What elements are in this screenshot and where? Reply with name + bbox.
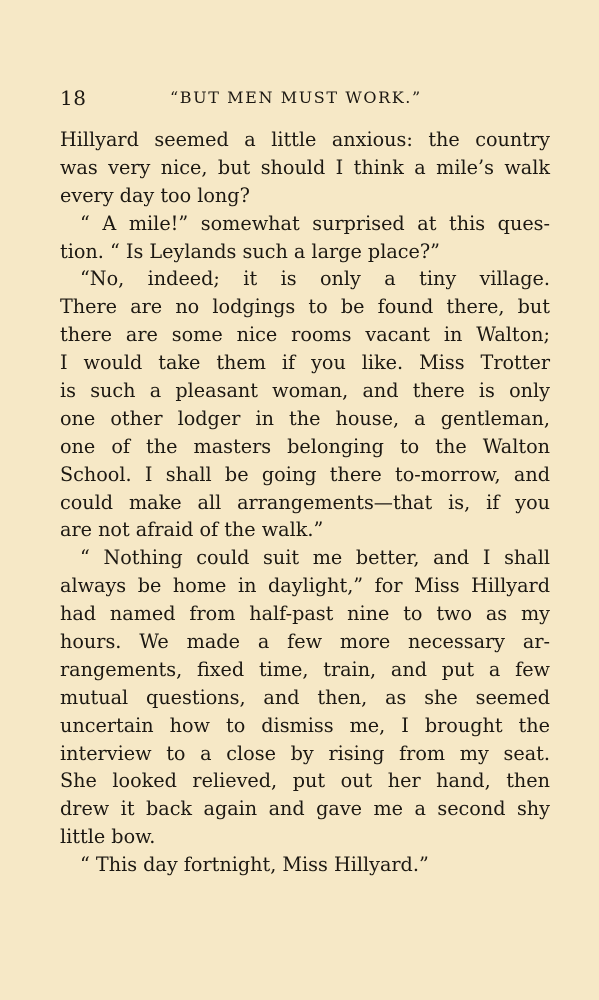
text-line: rangements, fixed time, train, and put a few	[60, 657, 550, 681]
text-line: is such a pleasant woman, and there is only	[60, 379, 550, 403]
text-line: could make all arrangements—that is, if you	[60, 490, 550, 514]
text-line: every day too long?	[60, 183, 250, 207]
text-line: hours. We made a few more necessary ar-	[60, 630, 550, 654]
text-line: are not afraid of the walk.”	[60, 518, 324, 542]
body-text	[60, 126, 550, 879]
text-line: always be home in daylight,” for Miss Hillyard	[60, 574, 550, 598]
page-header	[60, 82, 550, 114]
text-line: little bow.	[60, 825, 156, 849]
text-line: She looked relieved, put out her hand, then	[60, 769, 550, 793]
text-line: “No, indeed; it is only a tiny village.	[80, 267, 550, 291]
text-line: School. I shall be going there to-morrow, and	[60, 462, 550, 486]
text-line: one of the masters belonging to the Walton	[60, 434, 550, 458]
text-line: interview to a close by rising from my seat.	[60, 741, 550, 765]
running-head: “BUT MEN MUST WORK.”	[170, 88, 422, 107]
text-line: Hillyard seemed a little anxious: the country	[60, 128, 550, 151]
text-line: was very nice, but should I think a mile’s walk	[60, 155, 550, 179]
text-line: “ Nothing could suit me better, and I shall	[80, 546, 550, 570]
text-line: There are no lodgings to be found there, but	[60, 295, 550, 319]
text-line: uncertain how to dismiss me, I brought the	[60, 713, 550, 737]
text-line: I would take them if you like. Miss Trotter	[60, 351, 550, 375]
text-line: “ This day fortnight, Miss Hillyard.”	[80, 853, 429, 877]
text-line: one other lodger in the house, a gentleman,	[60, 406, 550, 430]
text-line: there are some nice rooms vacant in Walton;	[60, 323, 550, 347]
text-line: mutual questions, and then, as she seemed	[60, 685, 550, 709]
page-number: 18	[60, 86, 87, 110]
text-line: had named from half-past nine to two as my	[60, 602, 550, 626]
text-line: drew it back again and gave me a second shy	[60, 797, 550, 821]
text-line: “ A mile!” somewhat surprised at this ques-	[80, 211, 550, 235]
text-line: tion. “ Is Leylands such a large place?”	[60, 239, 440, 263]
